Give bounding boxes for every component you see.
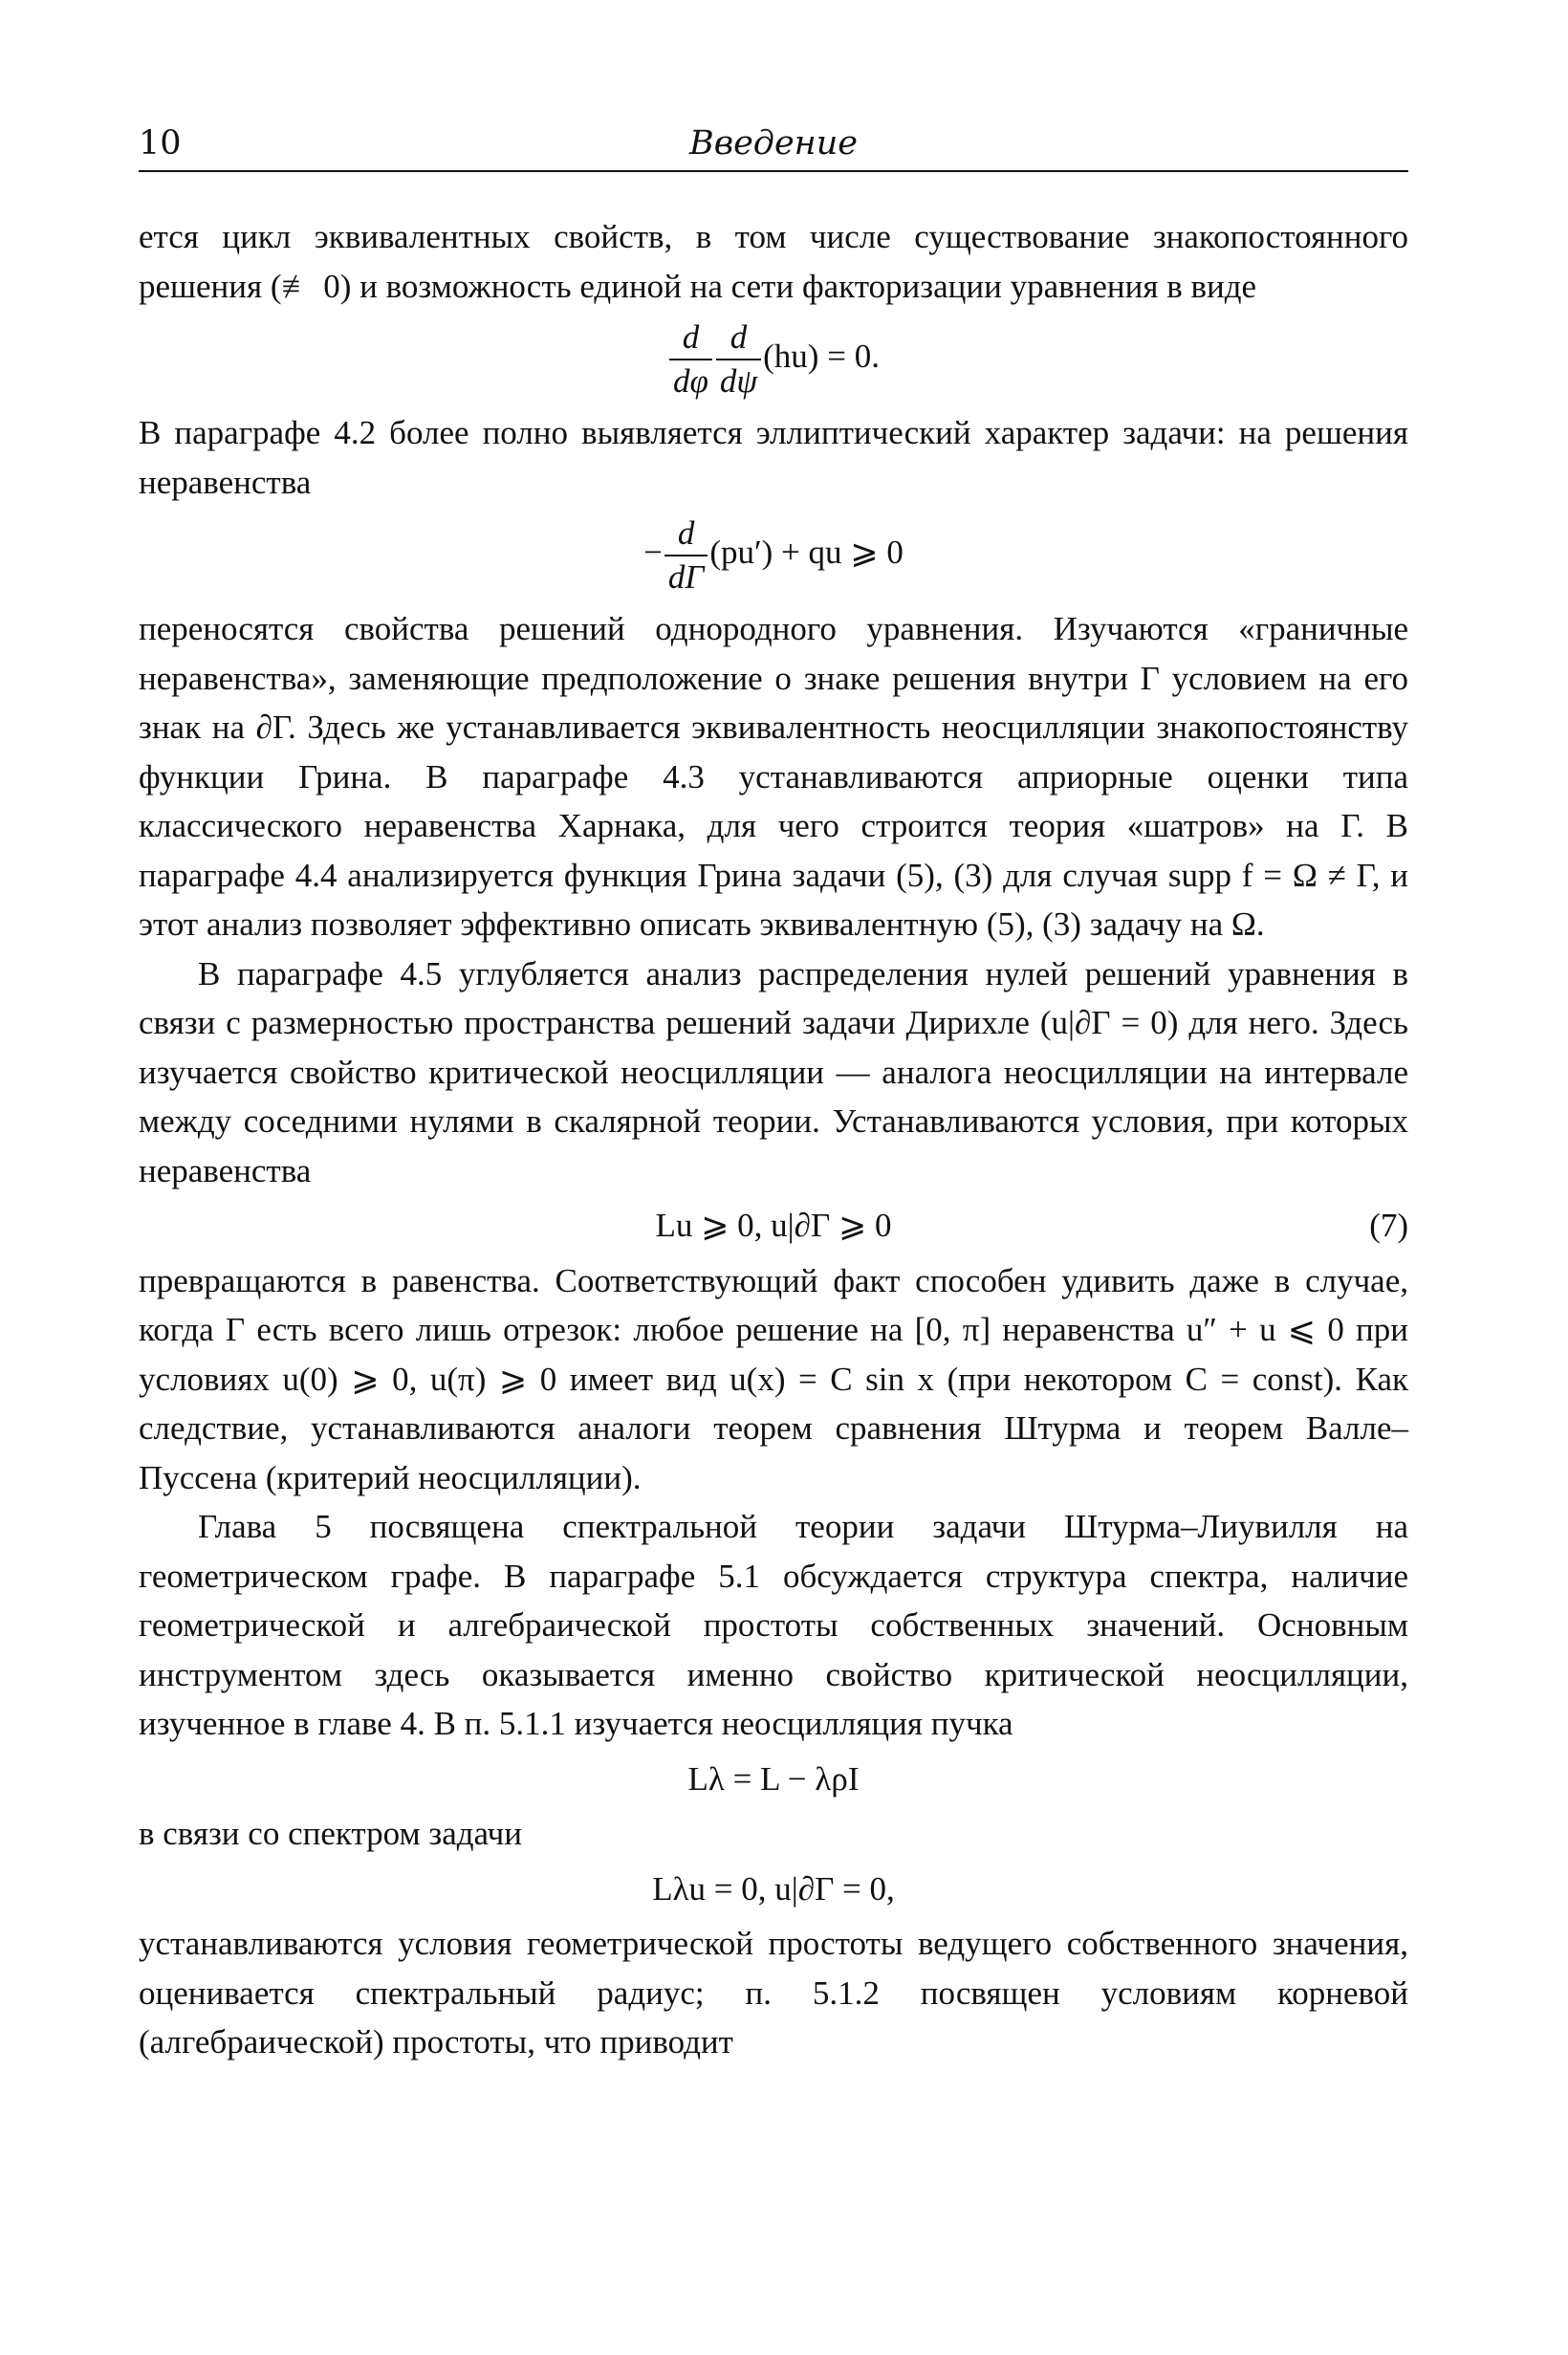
formula-7 <box>139 1201 1408 1251</box>
equation-number: (7) <box>1369 1207 1408 1244</box>
formula-text: Lλu = 0, u|∂Γ = 0, <box>652 1869 895 1908</box>
paragraph-5: превращаются в равенства. Соответствующий факт способен удивить даже в случае, когда Γ есть всего лишь отрезок: любое решение на [0, π] неравенства u″ + u ⩽ 0 при условиях u(0) ⩾ 0, u(π) ⩾ 0 имеет вид u(x) = C sin x (при некотором C = const). Как следствие, устанавливаются аналоги теорем сравнения Штурма и теорем Валле–Пуссена (критерий неосцилляции). <box>139 1261 1408 1496</box>
body-text <box>139 212 1408 2067</box>
formula-factorization <box>139 316 1408 403</box>
page-number: 10 <box>139 124 182 163</box>
formula-text: Lu ⩾ 0, u|∂Γ ⩾ 0 <box>655 1207 892 1244</box>
fraction <box>716 316 761 403</box>
formula-rest: (hu) = 0. <box>763 338 880 376</box>
paragraph-6: Глава 5 посвящена спектральной теории задачи Штурма–Лиувилля на геометрическом графе. В параграфе 5.1 обсуждается структура спектра, наличие геометрической и алгебраической простоты собственных значений. Основным инструментом здесь оказывается именно свойство критической неосцилляции, изученное в главе 4. В п. 5.1.1 изучается неосцилляция пучка <box>139 1508 1408 1742</box>
numerator: d <box>716 316 761 360</box>
formula-text: Lλ = L − λρI <box>687 1759 860 1798</box>
page-header <box>139 124 1408 172</box>
formula-spectral-problem <box>139 1864 1408 1914</box>
formula-inequality <box>139 512 1408 599</box>
denominator: dφ <box>673 362 708 400</box>
fraction <box>664 512 708 599</box>
running-title: Введение <box>688 124 858 163</box>
book-page <box>139 124 1408 2067</box>
paragraph-3: переносятся свойства решений однородного уравнения. Изучаются «граничные неравенства», заменяющие предположение о знаке решения внутри Γ условием на его знак на ∂Γ. Здесь же устанавливается эквивалентность неосцилляции знакопостоянству функции Грина. В параграфе 4.3 устанавливаются априорные оценки типа классического неравенства Харнака, для чего строится теория «шатров» на Γ. В параграфе 4.4 анализируется функция Грина задачи (5), (3) для случая supp f = Ω ≠ Γ, и этот анализ позволяет эффективно описать эквивалентную (5), (3) задачу на Ω. <box>139 610 1408 943</box>
fraction <box>669 316 712 403</box>
paragraph-2: В параграфе 4.2 более полно выявляется эллиптический характер задачи: на решения неравенства <box>139 414 1408 501</box>
denominator: dψ <box>719 362 758 400</box>
paragraph-4: В параграфе 4.5 углубляется анализ распределения нулей решений уравнения в связи с размерностью пространства решений задачи Дирихле (u|∂Γ = 0) для него. Здесь изучается свойство критической неосцилляции — аналога неосцилляции на интервале между соседними нулями в скалярной теории. Устанавливаются условия, при которых неравенства <box>139 954 1408 1189</box>
paragraph-1: ется цикл эквивалентных свойств, в том числе существование знакопостоянного решения (≢ 0) и возможность единой на сети факторизации уравнения в виде <box>139 218 1408 305</box>
denominator: dΓ <box>667 558 705 596</box>
paragraph-7: в связи со спектром задачи <box>139 1815 522 1852</box>
numerator: d <box>669 316 712 360</box>
formula-prefix: − <box>643 534 663 572</box>
formula-rest: (pu′) + qu ⩾ 0 <box>709 534 904 572</box>
formula-pencil <box>139 1755 1408 1804</box>
paragraph-8: устанавливаются условия геометрической простоты ведущего собственного значения, оценивается спектральный радиус; п. 5.1.2 посвящен условиям корневой (алгебраической) простоты, что приводит <box>139 1925 1408 2061</box>
numerator: d <box>664 512 708 556</box>
